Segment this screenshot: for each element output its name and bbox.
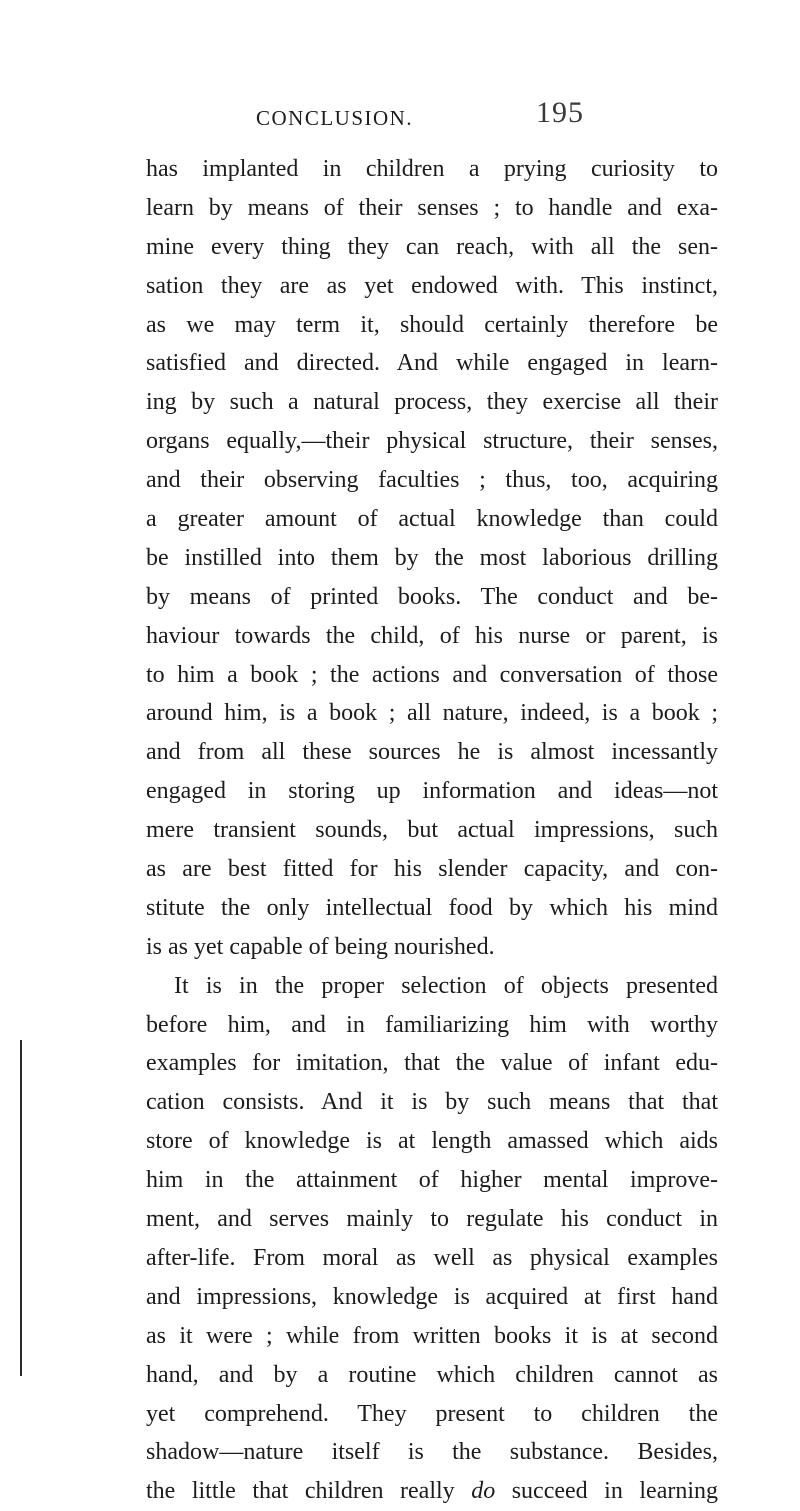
emphasized-word: do	[471, 1478, 496, 1505]
text-run: succeed in learning	[495, 1478, 718, 1505]
text-line: stitute the only intellectual food by which his mind	[146, 894, 718, 921]
text-line: a greater amount of actual knowledge than could	[146, 506, 718, 533]
final-text-line	[146, 1472, 718, 1511]
text-line: ing by such a natural process, they exercise all their	[146, 389, 718, 416]
text-line: him in the attainment of higher mental improve-	[146, 1167, 718, 1194]
text-line: be instilled into them by the most laborious drilling	[146, 544, 718, 571]
text-line: after-life. From moral as well as physical examples	[146, 1244, 718, 1271]
text-line: store of knowledge is at length amassed which aids	[146, 1128, 718, 1155]
text-line: mere transient sounds, but actual impressions, such	[146, 817, 718, 844]
text-line: haviour towards the child, of his nurse or parent, is	[146, 622, 718, 649]
paragraph-start-line: It is in the proper selection of objects presented	[174, 972, 718, 999]
text-line: mine every thing they can reach, with all the sen-	[146, 233, 718, 260]
text-line: ment, and serves mainly to regulate his conduct in	[146, 1206, 718, 1233]
running-head	[256, 96, 584, 131]
text-line: hand, and by a routine which children cannot as	[146, 1361, 718, 1388]
chapter-title: CONCLUSION.	[256, 106, 414, 130]
text-line: and impressions, knowledge is acquired at first hand	[146, 1283, 718, 1310]
text-line: has implanted in children a prying curiosity to	[146, 156, 718, 182]
text-run: the little that children really	[146, 1478, 472, 1505]
text-line: sation they are as yet endowed with. This instinct,	[146, 272, 718, 299]
text-line: and from all these sources he is almost incessantly	[146, 739, 718, 766]
text-line: shadow—nature itself is the substance. Besides,	[146, 1439, 718, 1466]
text-line: satisfied and directed. And while engaged in learn-	[146, 350, 718, 377]
text-line: examples for imitation, that the value of infant edu-	[146, 1050, 718, 1077]
text-line: organs equally,—their physical structure, their senses,	[146, 428, 718, 455]
text-line: engaged in storing up information and ideas—not	[146, 778, 718, 805]
text-line: learn by means of their senses ; to handle and exa-	[146, 194, 718, 221]
text-line: by means of printed books. The conduct and be-	[146, 583, 718, 610]
text-line: yet comprehend. They present to children the	[146, 1400, 718, 1427]
text-line: before him, and in familiarizing him with worthy	[146, 1011, 718, 1038]
text-line: cation consists. And it is by such means that that	[146, 1089, 718, 1116]
text-line: as it were ; while from written books it is at second	[146, 1322, 718, 1349]
page-edge-line	[20, 1040, 22, 1376]
text-line: around him, is a book ; all nature, indeed, is a book ;	[146, 700, 718, 727]
text-line: to him a book ; the actions and conversation of those	[146, 661, 718, 688]
text-line: as we may term it, should certainly therefore be	[146, 311, 718, 338]
body-text	[146, 150, 718, 1511]
paragraph-end-line: is as yet capable of being nourished.	[146, 933, 495, 960]
text-line: as are best fitted for his slender capacity, and con-	[146, 856, 718, 883]
text-line: and their observing faculties ; thus, too, acquiring	[146, 467, 718, 494]
page-number: 195	[536, 96, 584, 129]
